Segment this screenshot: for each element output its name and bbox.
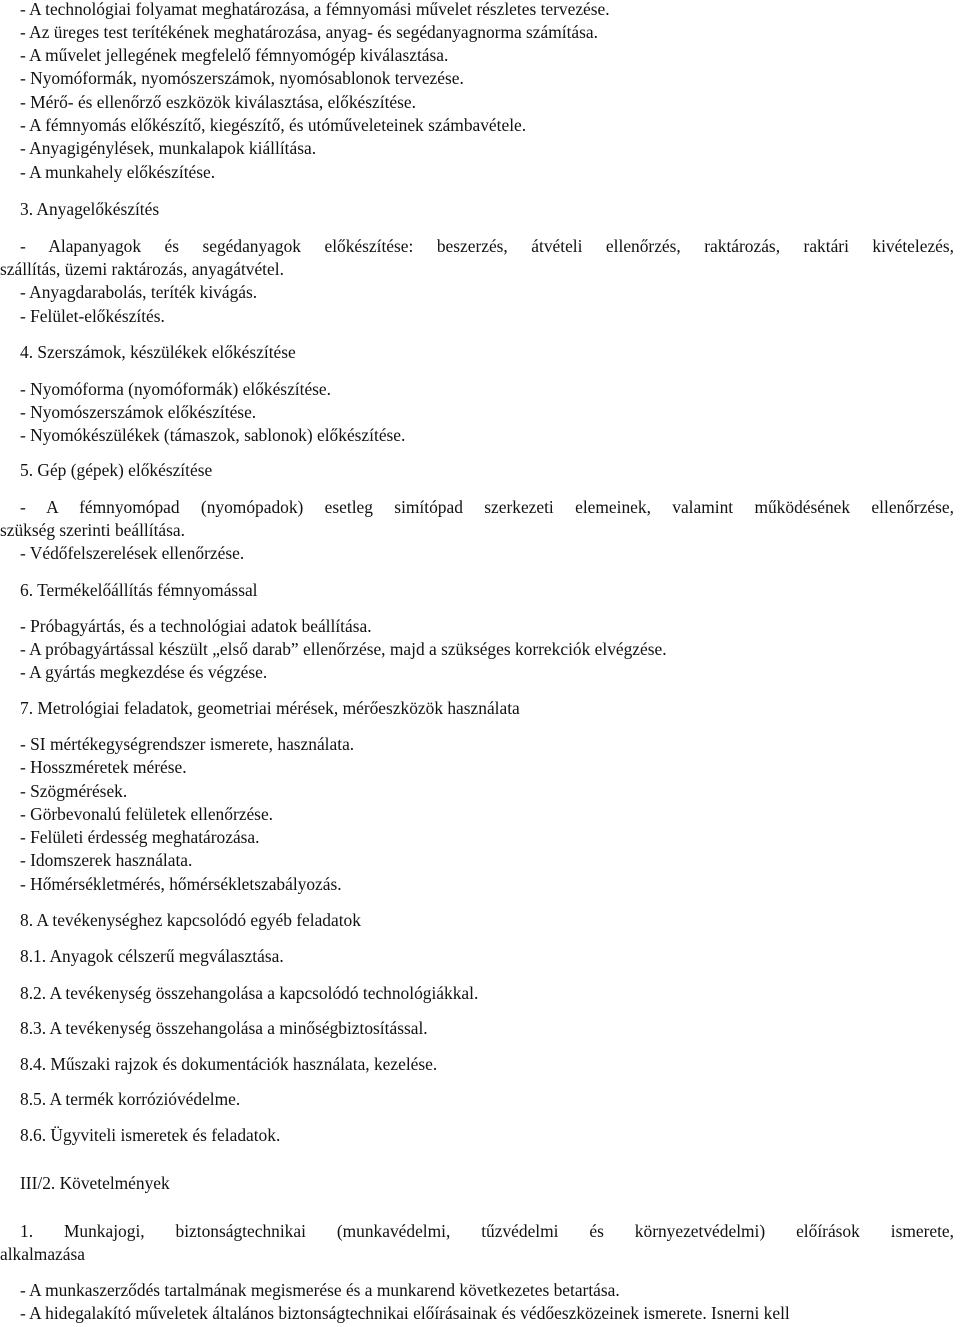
section-heading: 8. A tevékenységhez kapcsolódó egyéb feladatok (20, 910, 361, 930)
list-item: - Anyagigénylések, munkalapok kiállítása. (20, 138, 317, 158)
list-item: - Felületi érdesség meghatározása. (20, 827, 260, 847)
list-item: - A próbagyártással készült „első darab” ellenőrzése, majd a szükséges korrekciók elvégzése. (20, 639, 667, 659)
subsection: 8.2. A tevékenység összehangolása a kapcsolódó technológiákkal. (20, 983, 479, 1003)
list-item: - Felület-előkészítés. (20, 306, 165, 326)
section-heading: 3. Anyagelőkészítés (20, 199, 160, 219)
list-item: - Idomszerek használata. (20, 850, 193, 870)
list-item: - SI mértékegységrendszer ismerete, használata. (20, 734, 355, 754)
list-item: - Nyomóformák, nyomószerszámok, nyomósablonok tervezése. (20, 68, 464, 88)
list-item: - A művelet jellegének megfelelő fémnyomógép kiválasztása. (20, 45, 449, 65)
paragraph-line: szállítás, üzemi raktározás, anyagátvétel. (0, 259, 284, 279)
list-item: - Hőmérsékletmérés, hőmérsékletszabályozás. (20, 874, 342, 894)
list-item: - A munkahely előkészítése. (20, 162, 216, 182)
subsection: 8.5. A termék korrózióvédelme. (20, 1089, 241, 1109)
subsection: 8.1. Anyagok célszerű megválasztása. (20, 946, 284, 966)
subsection: 8.3. A tevékenység összehangolása a minőségbiztosítással. (20, 1018, 428, 1038)
subsection: 8.6. Ügyviteli ismeretek és feladatok. (20, 1125, 281, 1145)
paragraph-line: szükség szerinti beállítása. (0, 520, 185, 540)
list-item: - Görbevonalú felületek ellenőrzése. (20, 804, 274, 824)
list-item: - Az üreges test terítékének meghatározása, anyag- és segédanyagnorma számítása. (20, 22, 598, 42)
paragraph-line: alkalmazása (0, 1244, 85, 1264)
list-item: - A technológiai folyamat meghatározása, a fémnyomási művelet részletes tervezése. (20, 0, 610, 19)
list-item: - A hidegalakító műveletek általános biztonságtechnikai előírásainak és védőeszközeinek ismerete. Isnerni kell (20, 1303, 790, 1323)
list-item: - A munkaszerződés tartalmának megismerése és a munkarend következetes betartása. (20, 1280, 620, 1300)
list-item: - Nyomóforma (nyomóformák) előkészítése. (20, 379, 332, 399)
list-item: - Hosszméretek mérése. (20, 757, 187, 777)
list-item: - Mérő- és ellenőrző eszközök kiválasztása, előkészítése. (20, 92, 416, 112)
section-heading: III/2. Követelmények (20, 1173, 170, 1193)
paragraph-line: - A fémnyomópad (nyomópadok) esetleg simítópad szerkezeti elemeinek, valamint működésének ellenőrzése, (20, 497, 954, 517)
list-item: - Próbagyártás, és a technológiai adatok beállítása. (20, 616, 372, 636)
list-item: - A gyártás megkezdése és végzése. (20, 662, 268, 682)
section-heading: 6. Termékelőállítás fémnyomással (20, 580, 258, 600)
paragraph-line: - Alapanyagok és segédanyagok előkészítése: beszerzés, átvételi ellenőrzés, raktározás, raktári kivételezés, (20, 236, 954, 256)
section-heading: 5. Gép (gépek) előkészítése (20, 460, 213, 480)
paragraph-line: 1. Munkajogi, biztonságtechnikai (munkavédelmi, tűzvédelmi és környezetvédelmi) előírások ismerete, (20, 1221, 954, 1241)
subsection: 8.4. Műszaki rajzok és dokumentációk használata, kezelése. (20, 1054, 438, 1074)
list-item: - Anyagdarabolás, teríték kivágás. (20, 282, 258, 302)
list-item: - Nyomókészülékek (támaszok, sablonok) előkészítése. (20, 425, 406, 445)
list-item: - Védőfelszerelések ellenőrzése. (20, 543, 245, 563)
list-item: - Nyomószerszámok előkészítése. (20, 402, 257, 422)
list-item: - Szögmérések. (20, 781, 128, 801)
section-heading: 7. Metrológiai feladatok, geometriai mérések, mérőeszközök használata (20, 698, 520, 718)
section-heading: 4. Szerszámok, készülékek előkészítése (20, 342, 296, 362)
list-item: - A fémnyomás előkészítő, kiegészítő, és utóműveleteinek számbavétele. (20, 115, 527, 135)
